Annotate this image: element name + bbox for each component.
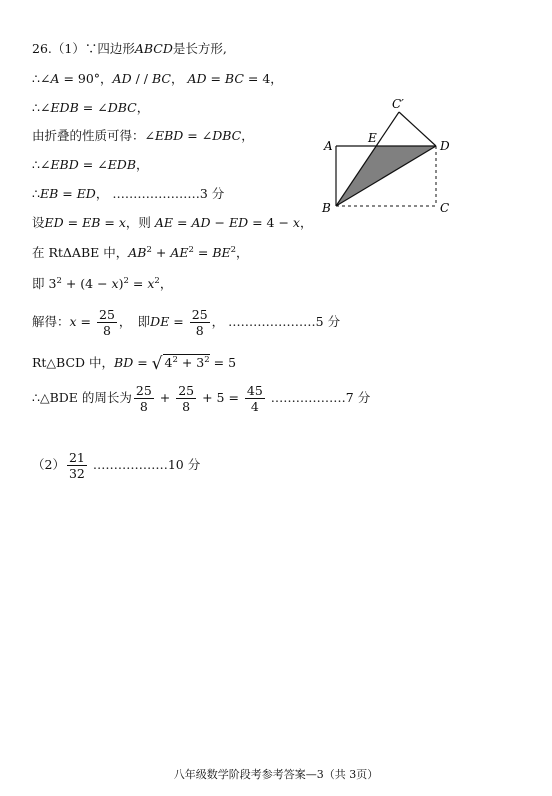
line-1: 26.（1）∵四边形ABCD是长方形, <box>32 41 227 56</box>
fraction: $\frac{25}{8}$ <box>99 307 115 338</box>
line-7: 设ED = EB = x，则 AE = AD − ED = 4 − x， <box>32 215 313 230</box>
fraction: $\frac{25}{8}$ <box>178 383 195 414</box>
label-e: E <box>368 131 377 145</box>
line-8: 在 RtΔABE 中，$AB^2 + AE^2 = BE^2$， <box>32 245 249 260</box>
fraction: $\frac{25}{8}$ <box>191 307 208 338</box>
line-6: ∴EB = ED， …………………3 分 <box>32 186 225 201</box>
fraction: $\frac{45}{4}$ <box>246 383 263 414</box>
label-c-prime: C′ <box>392 97 404 111</box>
geometry-figure <box>316 96 466 220</box>
segment-c-prime-d <box>399 112 436 146</box>
line-11: Rt△BCD 中，BD = √ $4^2 + 3^2 = 5$ <box>32 354 237 374</box>
line-12: ∴△BDE 的周长为 $\frac{25}{8}$ + $\frac{25}{8}$ + 5 = $\frac{45}{4}$ ………………7 分 <box>32 383 371 414</box>
fraction: $\frac{21}{32}$ <box>68 450 85 481</box>
line-3: ∴∠EDB = ∠DBC， <box>32 100 150 115</box>
line-5: ∴∠EBD = ∠EDB， <box>32 157 149 172</box>
label-c: C <box>440 201 450 215</box>
label-d: D <box>440 139 450 153</box>
line-13: （2） $\frac{21}{32}$ ………………10 分 <box>32 450 201 481</box>
line-2: ∴∠A = 90°，AD / / BC， AD = BC = 4， <box>32 71 283 86</box>
line-10: 解得：x = $\frac{25}{8}$ ， 即DE = $\frac{25}{8}$ ， …………………5 分 <box>32 307 341 338</box>
label-b: B <box>322 201 331 215</box>
fraction: $\frac{25}{8}$ <box>135 383 152 414</box>
label-a: A <box>324 139 333 153</box>
line-9: 即 $3^2 + (4 - x)^2 = x^2$， <box>32 276 173 291</box>
line-4: 由折叠的性质可得：∠EBD = ∠DBC， <box>32 128 254 143</box>
page-footer: 八年级数学阶段考参考答案—3（共 3页） <box>173 768 379 781</box>
